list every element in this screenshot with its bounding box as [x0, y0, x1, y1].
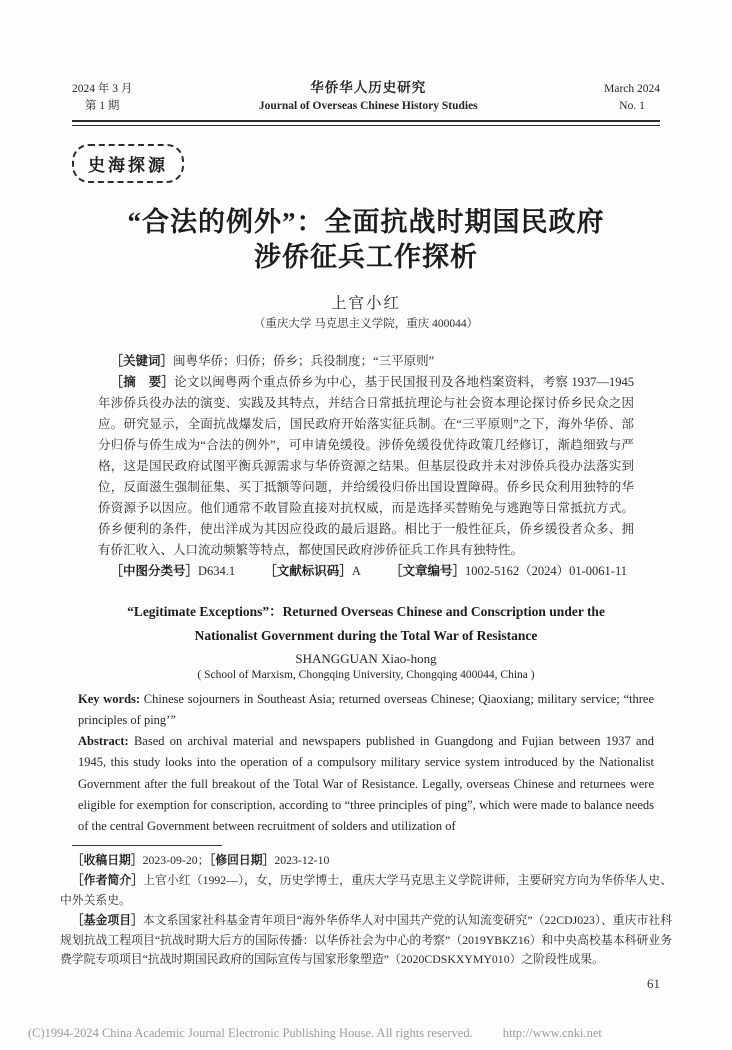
english-abstract-text: Based on archival material and newspapers published in Guangdong and Fujian between 1937 and 1945, this study looks into the operation of a compulsory military service system introduced by the Nationalist Government after the full breakout of the Total War of Resistance. Legally, overseas Chinese and returnees were eligible for exemption for conscription, according to “three principles of ping”, which were made to balance needs of the central Government between recruitment of solders and utilization of [78, 734, 655, 834]
column-badge: 史海探源 [72, 144, 184, 183]
doc-code-value: A [351, 564, 361, 579]
header-center [259, 78, 478, 116]
revised-date-label: ［修回日期］ [209, 853, 275, 868]
journal-title-en: Journal of Overseas Chinese History Studies [258, 100, 478, 113]
author-affiliation: （重庆大学 马克思主义学院，重庆 400044） [253, 318, 479, 331]
english-heading [72, 600, 660, 681]
doc-code-label: ［文献标识码］ [264, 564, 352, 579]
abstract-label: ［摘 要］ [110, 375, 175, 390]
author-bio-label: ［作者简介］ [71, 873, 144, 888]
article-title-line1: “合法的例外”：全面抗战时期国民政府 [127, 206, 605, 237]
abstract-text: 论文以闽粤两个重点侨乡为中心，基于民国报刊及各地档案资料，考察 1937—1945 年涉侨兵役办法的演变、实践及其特点，并结合日常抵抗理论与社会资本理论探讨侨乡民众之因应。研究显示，全面抗战爆发后，国民政府开始落实征兵制。在“三平原则”之下，海外华侨、部分归侨与侨生成为“合法的例外”，可申请免缓役。涉侨免缓役优待政策几经修订，渐趋细致与严格，这是国民政府试图平衡兵源需求与华侨资源之结果。但基层役政并未对涉侨兵役办法落实到位，反面滋生强制征集、买丁抵额等问题，并给缓役归侨出国设置障碍。侨乡民众利用独特的华侨资源予以因应。他们通常不敢冒险直接对抗权威，而是选择买替贿免与逃跑等日常抵抗方式。侨乡便利的条件，使出洋成为其因应役政的最后退路。相比于一般性征兵，侨乡缓役者众多、拥有侨汇收入、人口流动频繁等特点，都使国民政府涉侨征兵工作具有独特性。 [98, 375, 634, 558]
journal-issue-en: No. 1 [619, 100, 645, 113]
clc-value: D634.1 [198, 564, 236, 579]
header-left [72, 81, 132, 116]
english-affiliation: ( School of Marxism, Chongqing University, Chongqing 400044, China ) [197, 668, 535, 681]
keywords-label: ［关键词］ [110, 354, 174, 369]
keywords-text: 闽粤华侨；归侨；侨乡；兵役制度；“三平原则” [173, 354, 435, 369]
english-abstract-label: Abstract: [78, 734, 129, 749]
english-abstract-block [78, 689, 654, 838]
english-keywords-text: Chinese sojourners in Southeast Asia; returned overseas Chinese; Qiaoxiang; military service; “three principles of ping’” [78, 691, 655, 727]
cnki-url: http://www.cnki.net [502, 1026, 602, 1040]
english-title-line1: “Legitimate Exceptions”：Returned Overseas Chinese and Conscription under the [127, 604, 605, 620]
page-number: 61 [647, 976, 660, 992]
journal-header [72, 78, 660, 116]
revised-date: 2023-12-10 [274, 853, 330, 868]
footnote-dates [60, 851, 672, 871]
english-keywords-label: Key words: [78, 691, 141, 706]
header-divider [72, 120, 660, 126]
english-title-line2: Nationalist Government during the Total War of Resistance [194, 628, 538, 644]
classification-line [98, 561, 634, 582]
received-date: 2023-09-20； [142, 853, 210, 868]
footnote-author-bio [60, 871, 672, 911]
keywords-line [98, 351, 634, 372]
header-right [604, 81, 660, 116]
journal-issue-cn: 第 1 期 [84, 100, 120, 113]
copyright-bar [28, 1026, 602, 1041]
journal-date-cn: 2024 年 3 月 [72, 83, 133, 95]
article-title-line2: 涉侨征兵工作探析 [254, 241, 478, 272]
article-no-value: 1002-5162（2024）01-0061-11 [464, 564, 628, 579]
footnote-area [60, 845, 672, 970]
abstract-paragraph [98, 372, 634, 561]
english-title [72, 600, 660, 649]
author-bio-text: 上官小红（1992—），女，历史学博士，重庆大学马克思主义学院讲师，主要研究方向为华侨华人史、中外关系史。 [60, 873, 672, 908]
journal-title-cn: 华侨华人历史研究 [310, 80, 427, 95]
chinese-abstract-block [98, 351, 634, 582]
funding-label: ［基金项目］ [71, 912, 143, 927]
journal-date-en: March 2024 [604, 83, 660, 95]
author-name: 上官小红 [330, 295, 401, 313]
article-title [72, 205, 660, 275]
funding-text: 本文系国家社科基金青年项目“海外华侨华人对中国共产党的认知流变研究”（22CDJ023）、重庆市社科规划抗战工程项目“抗战时期大后方的国际传播：以华侨社会为中心的考察”（2019YBKZ16）和中央高校基本科研业务费学院专项项目“抗战时期国民政府的国际宣传与国家形象塑造”（2020CDSKXYMY010）之阶段性成果。 [60, 912, 672, 967]
received-date-label: ［收稿日期］ [71, 853, 143, 868]
copyright-text: (C)1994-2024 China Academic Journal Electronic Publishing House. All rights reserved. [28, 1026, 473, 1040]
english-keywords-line [78, 689, 654, 732]
footnote-divider [72, 845, 222, 846]
english-abstract-paragraph [78, 731, 654, 837]
clc-label: ［中图分类号］ [110, 564, 199, 579]
footnote-funding [60, 911, 672, 970]
english-author: SHANGGUAN Xiao-hong [295, 650, 437, 666]
article-no-label: ［文章编号］ [389, 564, 465, 579]
